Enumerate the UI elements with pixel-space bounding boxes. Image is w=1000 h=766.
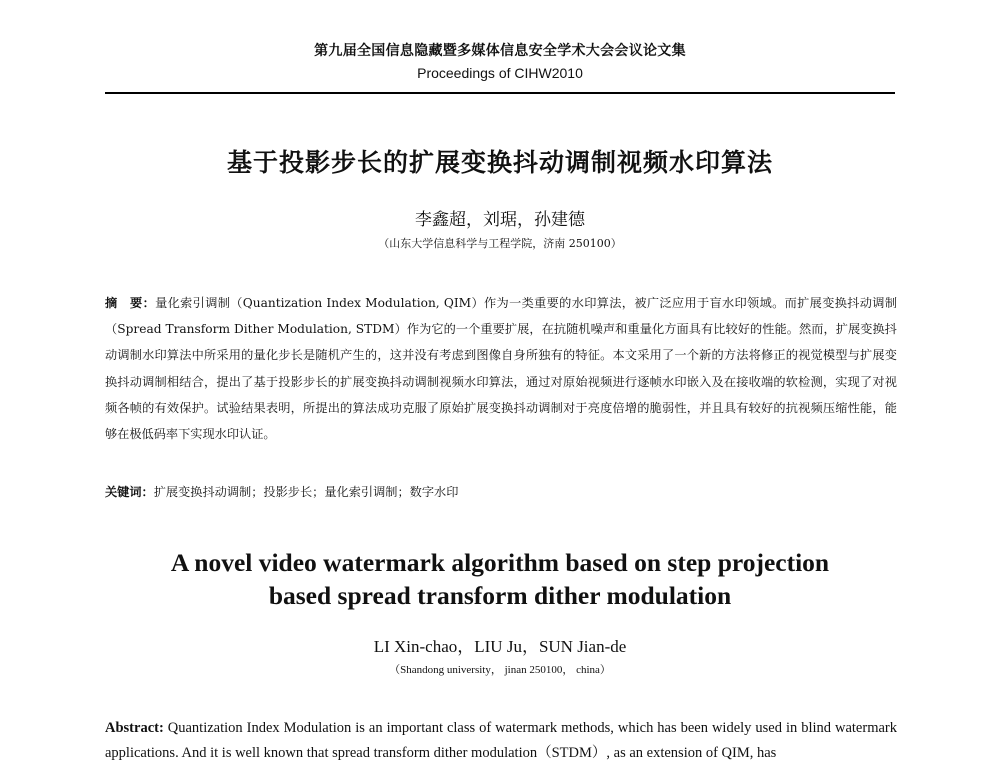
keywords-label-chinese: 关键词： bbox=[105, 485, 154, 499]
abstract-chinese bbox=[105, 290, 897, 447]
keywords-chinese bbox=[105, 480, 897, 504]
abstract-text-english: Quantization Index Modulation is an important class of watermark methods, which has been widely used in blind watermark applications. And it is well known that spread transform dither modulation（STDM）, as an extension of QIM, has bbox=[105, 720, 897, 761]
paper-title-english bbox=[105, 546, 895, 612]
paper-title-chinese: 基于投影步长的扩展变换抖动调制视频水印算法 bbox=[226, 148, 773, 177]
header-rule bbox=[105, 92, 895, 94]
abstract-text-chinese: 量化索引调制（Quantization Index Modulation, QIM）作为一类重要的水印算法，被广泛应用于盲水印领域。而扩展变换抖动调制（Spread Transform Dither Modulation, STDM）作为它的一个重要扩展，在抗随机噪声和重量化方面具有比较好的性能。然而，扩展变换抖动调制水印算法中所采用的量化步长是随机产生的，这并没有考虑到图像自身所独有的特征。本文采用了一个新的方法将修正的视觉模型与扩展变换抖动调制相结合，提出了基于投影步长的扩展变换抖动调制视频水印算法，通过对原始视频进行逐帧水印嵌入及在接收端的软检测，实现了对视频各帧的有效保护。试验结果表明，所提出的算法成功克服了原始扩展变换抖动调制对于亮度倍增的脆弱性，并且具有较好的抗视频压缩性能，能够在极低码率下实现水印认证。 bbox=[105, 296, 898, 442]
keywords-text-chinese: 扩展变换抖动调制；投影步长；量化索引调制；数字水印 bbox=[153, 485, 459, 499]
abstract-english bbox=[105, 716, 897, 766]
paper-title-english-line1: A novel video watermark algorithm based on step projection bbox=[170, 548, 830, 577]
abstract-label-english: Abstract: bbox=[105, 720, 164, 736]
abstract-label-chinese: 摘 要： bbox=[105, 296, 156, 310]
proceedings-title-chinese: 第九届全国信息隐藏暨多媒体信息安全学术大会会议论文集 bbox=[314, 43, 686, 59]
authors-english: LI Xin-chao，LIU Ju，SUN Jian-de bbox=[373, 637, 627, 656]
affiliation-english: （Shandong university， jinan 250100， china） bbox=[389, 664, 611, 676]
authors-chinese: 李鑫超，刘琚，孙建德 bbox=[415, 210, 585, 230]
running-head bbox=[105, 40, 895, 84]
affiliation-chinese: （山东大学信息科学与工程学院，济南 250100） bbox=[378, 237, 622, 250]
paper-title-english-line2: based spread transform dither modulation bbox=[268, 581, 732, 610]
proceedings-title-english: Proceedings of CIHW2010 bbox=[417, 65, 583, 81]
